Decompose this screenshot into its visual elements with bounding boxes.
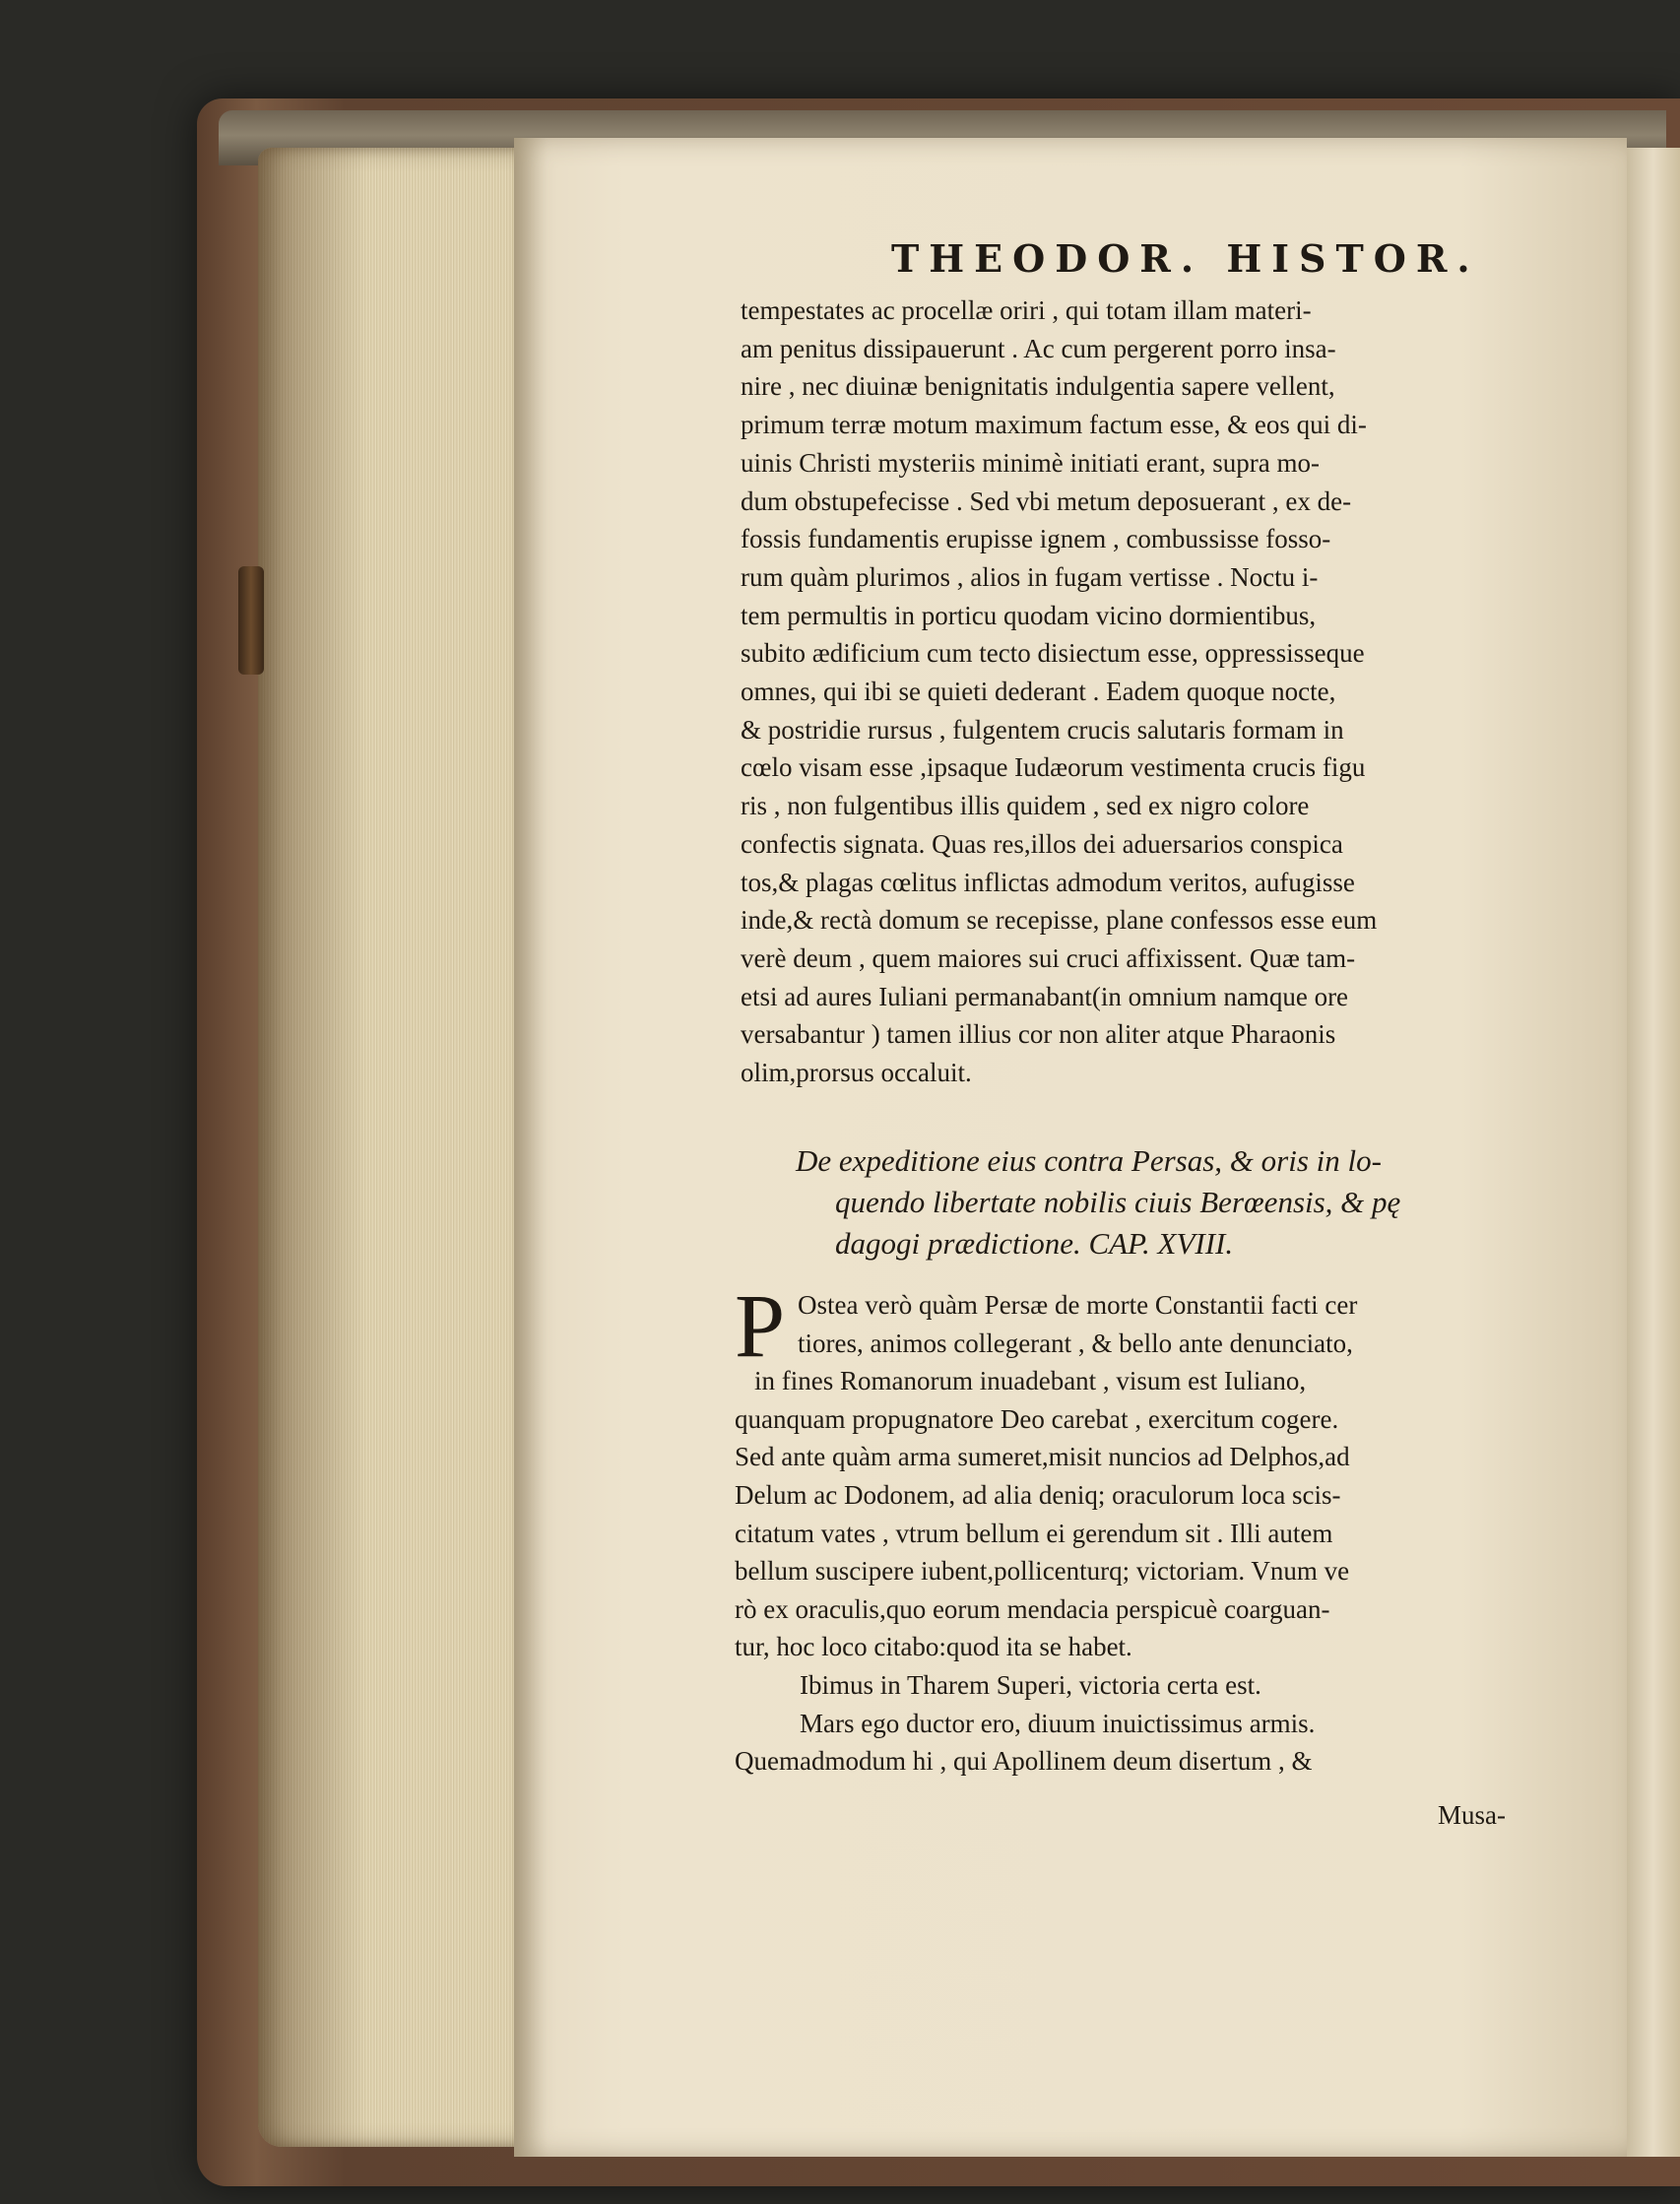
- text-line: ris , non fulgentibus illis quidem , sed ex nigro colore: [741, 791, 1310, 821]
- chapter-title-line: De expeditione eius contra Persas, & oris in lo-: [796, 1143, 1382, 1178]
- text-line: & postridie rursus , fulgentem crucis salutaris formam in: [741, 714, 1344, 745]
- text-line: primum terræ motum maximum factum esse, & eos qui di-: [741, 410, 1367, 440]
- text-line: tos,& plagas cœlitus inflictas admodum veritos, aufugisse: [741, 867, 1355, 897]
- text-line: Ostea verò quàm Persæ de morte Constantii facti cer: [798, 1290, 1358, 1320]
- chapter-text: [735, 1275, 1532, 1781]
- text-line: verè deum , quem maiores sui cruci affixissent. Quæ tam-: [741, 942, 1356, 973]
- text-line: inde,& rectà domum se recepisse, plane confessos esse eum: [741, 905, 1378, 936]
- verse-line: Mars ego ductor ero, diuum inuictissimus armis.: [800, 1708, 1316, 1738]
- chapter-title: [796, 1140, 1524, 1264]
- text-line: tem permultis in porticu quodam vicino dormientibus,: [741, 600, 1317, 630]
- text-line: rò ex oraculis,quo eorum mendacia perspicuè coarguan-: [735, 1593, 1330, 1624]
- running-head: THEODOR. HISTOR.: [891, 236, 1480, 281]
- catchword: Musa-: [1438, 1800, 1506, 1830]
- text-line: confectis signata. Quas res,illos dei aduersarios conspica: [741, 828, 1343, 859]
- text-line: tempestates ac procellæ oriri , qui totam illam materi-: [741, 295, 1312, 325]
- text-line: Sed ante quàm arma sumeret,misit nuncios ad Delphos,ad: [735, 1442, 1350, 1472]
- page-block-shadow: [258, 148, 366, 2147]
- text-line: versabantur ) tamen illius cor non aliter atque Pharaonis: [741, 1019, 1336, 1050]
- text-line: bellum suscipere iubent,pollicenturq; victoriam. Vnum ve: [735, 1556, 1350, 1587]
- text-line: etsi ad aures Iuliani permanabant(in omnium namque ore: [741, 981, 1349, 1011]
- text-line: citatum vates , vtrum bellum ei gerendum sit . Illi autem: [735, 1518, 1333, 1548]
- text-line: tiores, animos collegerant , & bello ante denunciato,: [798, 1328, 1353, 1358]
- drop-cap: P: [735, 1275, 786, 1376]
- text-line: subito ædificium cum tecto disiectum esse, oppressisseque: [741, 638, 1365, 669]
- text-line: am penitus dissipauerunt . Ac cum pergerent porro insa-: [741, 333, 1336, 363]
- text-line: uinis Christi mysteriis minimè initiati erant, supra mo-: [741, 447, 1320, 478]
- text-line: Delum ac Dodonem, ad alia deniq; oraculorum loca scis-: [735, 1479, 1341, 1510]
- text-line: olim,prorsus occaluit.: [741, 1058, 972, 1088]
- facing-page-edge: [1627, 148, 1680, 2157]
- chapter-title-line: dagogi prædictione. CAP. XVIII.: [835, 1226, 1234, 1261]
- chapter-title-line: quendo libertate nobilis ciuis Berœensis, & pę: [835, 1185, 1401, 1219]
- text-line: quanquam propugnatore Deo carebat , exercitum cogere.: [735, 1403, 1339, 1434]
- text-line: dum obstupefecisse . Sed vbi metum deposuerant , ex de-: [741, 486, 1352, 516]
- text-line: Quemadmodum hi , qui Apollinem deum disertum , &: [735, 1746, 1313, 1777]
- text-line: nire , nec diuinæ benignitatis indulgentia sapere vellent,: [741, 371, 1335, 402]
- clasp-remnant: [238, 566, 264, 675]
- text-line: cœlo visam esse ,ipsaque Iudæorum vestimenta crucis figu: [741, 752, 1366, 783]
- text-line: fossis fundamentis erupisse ignem , combussisse fosso-: [741, 524, 1331, 554]
- text-line: rum quàm plurimos , alios in fugam vertisse . Noctu i-: [741, 561, 1319, 592]
- text-line: tur, hoc loco citabo:quod ita se habet.: [735, 1632, 1132, 1662]
- text-line: in fines Romanorum inuadebant , visum est Iuliano,: [754, 1366, 1307, 1396]
- body-text: [741, 292, 1528, 1092]
- verse-line: Ibimus in Tharem Superi, victoria certa est.: [800, 1669, 1261, 1700]
- text-line: omnes, qui ibi se quieti dederant . Eadem quoque nocte,: [741, 677, 1336, 707]
